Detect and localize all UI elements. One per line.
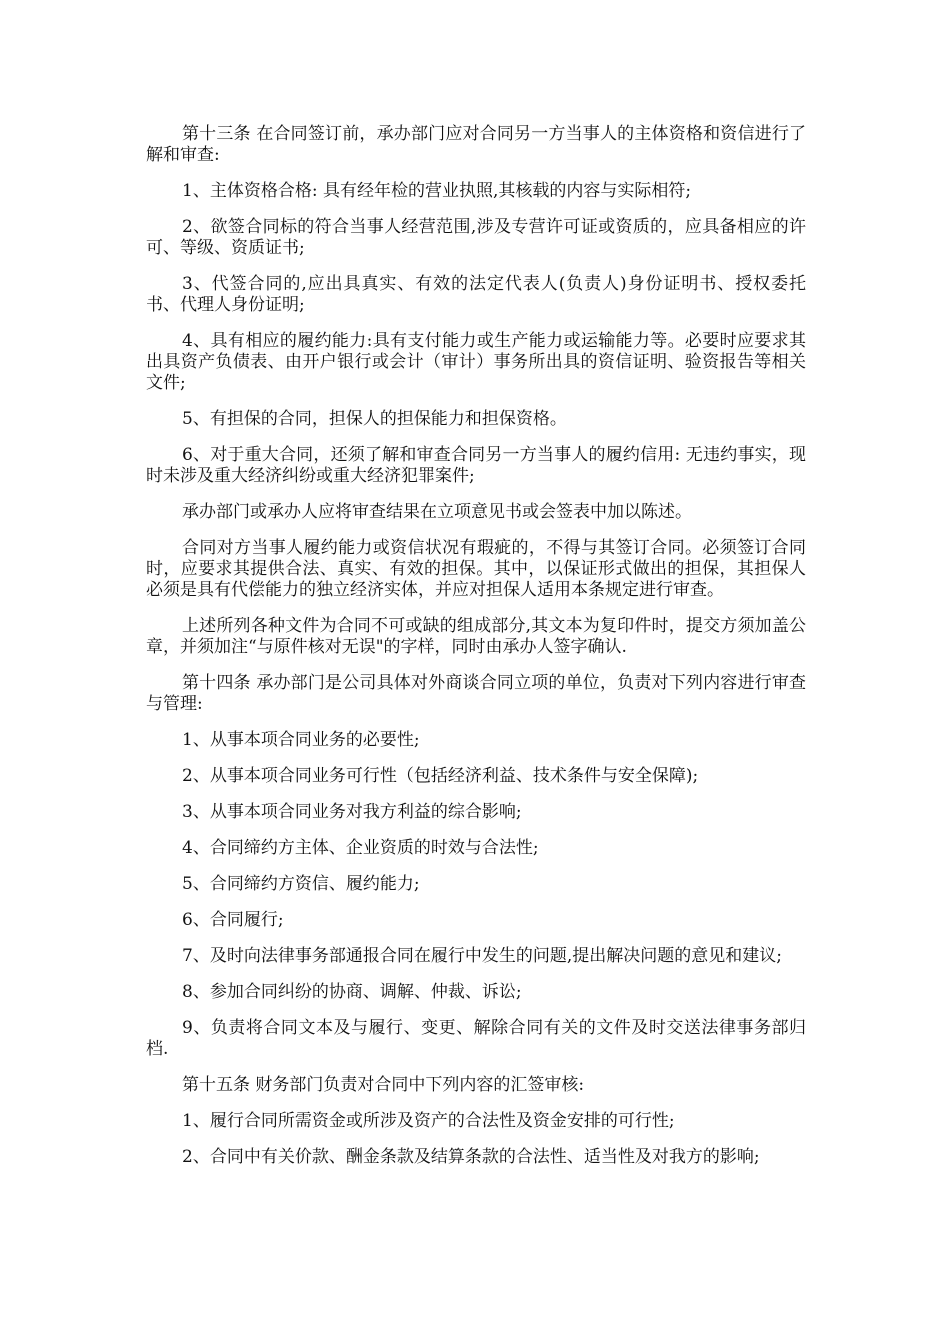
article-14-item-7: 7、及时向法律事务部通报合同在履行中发生的问题,提出解决问题的意见和建议;: [182, 946, 782, 966]
article-14-item-5: 5、合同缔约方资信、履约能力;: [182, 874, 420, 894]
article-13-item-3: 3、代签合同的,应出具真实、有效的法定代表人(负责人)身份证明书、授权委托书、代理人身份证明;: [146, 274, 806, 315]
article-14-item-6: 6、合同履行;: [182, 910, 284, 930]
article-14-item-8: 8、参加合同纠纷的协商、调解、仲裁、诉讼;: [182, 982, 522, 1002]
article-15-item-2: 2、合同中有关价款、酬金条款及结算条款的合法性、适当性及对我方的影响;: [182, 1147, 760, 1167]
article-13-intro: 第十三条 在合同签订前，承办部门应对合同另一方当事人的主体资格和资信进行了解和审查:: [146, 124, 806, 165]
article-14-item-2: 2、从事本项合同业务可行性（包括经济利益、技术条件与安全保障);: [182, 766, 699, 786]
article-14-item-3: 3、从事本项合同业务对我方利益的综合影响;: [182, 802, 522, 822]
article-15-item-1: 1、履行合同所需资金或所涉及资产的合法性及资金安排的可行性;: [182, 1111, 675, 1131]
article-13-item-5: 5、有担保的合同，担保人的担保能力和担保资格。: [182, 409, 567, 429]
document-body: [146, 124, 806, 1183]
article-13-item-6: 6、对于重大合同，还须了解和审查合同另一方当事人的履约信用: 无违约事实，现时未涉及重大经济纠纷或重大经济犯罪案件;: [146, 445, 806, 486]
article-13-item-2: 2、欲签合同标的符合当事人经营范围,涉及专营许可证或资质的，应具备相应的许可、等级、资质证书;: [146, 217, 806, 258]
article-14-item-4: 4、合同缔约方主体、企业资质的时效与合法性;: [182, 838, 539, 858]
article-14-item-1: 1、从事本项合同业务的必要性;: [182, 730, 420, 750]
article-13-note-1: 承办部门或承办人应将审查结果在立项意见书或会签表中加以陈述。: [182, 502, 692, 522]
article-13-note-2: 合同对方当事人履约能力或资信状况有瑕疵的，不得与其签订合同。必须签订合同时，应要求其提供合法、真实、有效的担保。其中，以保证形式做出的担保，其担保人必须是具有代偿能力的独立经济实体，并应对担保人适用本条规定进行审查。: [146, 538, 806, 600]
article-14-item-9: 9、负责将合同文本及与履行、变更、解除合同有关的文件及时交送法律事务部归档.: [146, 1018, 806, 1059]
article-13-item-4: 4、具有相应的履约能力:具有支付能力或生产能力或运输能力等。必要时应要求其出具资产负债表、由开户银行或会计（审计）事务所出具的资信证明、验资报告等相关文件;: [146, 331, 806, 393]
article-13-item-1: 1、主体资格合格: 具有经年检的营业执照,其核载的内容与实际相符;: [182, 181, 692, 201]
article-13-note-3: 上述所列各种文件为合同不可或缺的组成部分,其文本为复印件时，提交方须加盖公章，并须加注“与原件核对无误"的字样，同时由承办人签字确认.: [146, 616, 806, 657]
article-14-intro: 第十四条 承办部门是公司具体对外商谈合同立项的单位，负责对下列内容进行审查与管理:: [146, 673, 806, 714]
article-15-intro: 第十五条 财务部门负责对合同中下列内容的汇签审核:: [182, 1075, 585, 1095]
